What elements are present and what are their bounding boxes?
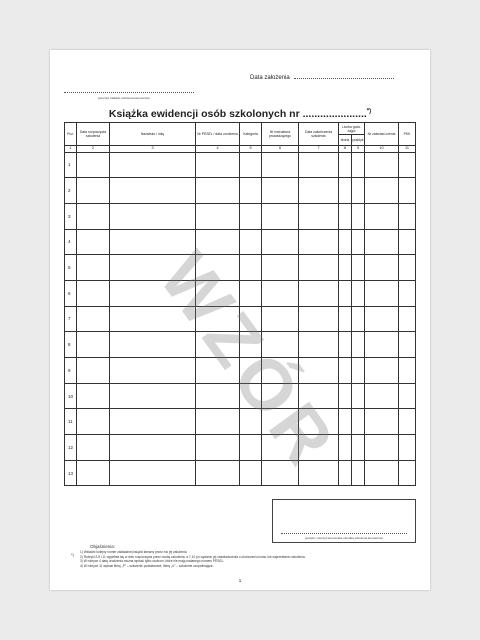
table-cell xyxy=(399,178,416,204)
table-cell xyxy=(352,152,365,178)
table-cell xyxy=(262,332,299,358)
table-cell xyxy=(110,306,196,332)
table-cell xyxy=(365,306,399,332)
table-cell xyxy=(339,358,352,384)
title-text: Książka ewidencji osób szkolonych nr xyxy=(108,108,300,120)
table-row xyxy=(65,203,416,229)
row-number: 12 xyxy=(65,435,77,461)
table-row xyxy=(65,383,416,409)
signature-dotted-line xyxy=(281,533,407,534)
table-cell xyxy=(262,435,299,461)
table-cell xyxy=(365,435,399,461)
table-cell xyxy=(240,332,262,358)
table-cell xyxy=(299,255,339,281)
table-cell xyxy=(77,409,110,435)
table-cell xyxy=(352,255,365,281)
explanations xyxy=(71,544,420,568)
table-cell xyxy=(196,306,240,332)
column-number: 5 xyxy=(240,146,262,153)
table-cell xyxy=(365,255,399,281)
table-cell xyxy=(399,409,416,435)
table-cell xyxy=(262,255,299,281)
col-header-end-date: Data zakończenia szkolenia xyxy=(299,123,339,146)
table-cell xyxy=(196,229,240,255)
explanation-item: 4) W rubryce 11 wpisać literę „P” – szkolenie podstawowe, literę „U” – szkolenie uzupełniające. xyxy=(80,563,214,568)
table-cell xyxy=(262,460,299,486)
stamp-caption: (pieczęć zakładu szkolenia kierowców) xyxy=(98,96,150,100)
table-cell xyxy=(240,435,262,461)
table-cell xyxy=(240,383,262,409)
table-cell xyxy=(299,409,339,435)
row-number: 4 xyxy=(65,229,77,255)
table-cell xyxy=(77,280,110,306)
column-number: 9 xyxy=(352,146,365,153)
row-number: 10 xyxy=(65,383,77,409)
table-cell xyxy=(240,409,262,435)
table-cell xyxy=(339,332,352,358)
explanation-item: 2) Rubryki 2-6 i 11 wypełnia się w dniu rozpoczęcia przez osobę szkolenia, a 7-10 po wydaniu jej zaświadczenia o ukończeniu kursu lub zaprzestaniu szkolenia. xyxy=(80,554,306,559)
table-cell xyxy=(77,383,110,409)
founding-date-label: Data założenia xyxy=(250,75,290,81)
table-cell xyxy=(365,409,399,435)
table-cell xyxy=(196,178,240,204)
table-cell xyxy=(352,332,365,358)
column-number: 11 xyxy=(399,146,416,153)
row-number: 2 xyxy=(65,178,77,204)
row-number: 13 xyxy=(65,460,77,486)
table-cell xyxy=(110,358,196,384)
table-cell xyxy=(352,229,365,255)
table-cell xyxy=(77,178,110,204)
table-cell xyxy=(339,460,352,486)
table-row xyxy=(65,306,416,332)
explanations-heading: Objaśnienia: xyxy=(90,544,116,549)
document-title xyxy=(50,108,430,120)
table-cell xyxy=(240,460,262,486)
table-cell xyxy=(110,280,196,306)
table-cell xyxy=(352,203,365,229)
table-cell xyxy=(77,229,110,255)
col-header-certificate: Nr zaświad-czenia xyxy=(365,123,399,146)
column-number: 8 xyxy=(339,146,352,153)
table-cell xyxy=(77,358,110,384)
form-page xyxy=(50,50,430,590)
column-number: 6 xyxy=(262,146,299,153)
explanations-star: *) xyxy=(71,552,74,557)
table-cell xyxy=(110,409,196,435)
table-cell xyxy=(299,178,339,204)
table-cell xyxy=(196,203,240,229)
col-header-hours-practice: praktyk xyxy=(352,135,365,146)
explanation-item: 1) Wstawić kolejny numer zakładanej książki łamany przez rok jej założenia. xyxy=(80,550,188,555)
table-cell xyxy=(262,152,299,178)
table-cell xyxy=(110,178,196,204)
table-cell xyxy=(240,178,262,204)
row-number: 8 xyxy=(65,332,77,358)
table-cell xyxy=(365,332,399,358)
table-cell xyxy=(262,203,299,229)
table-cell xyxy=(299,383,339,409)
col-header-pkk: PKK xyxy=(399,123,416,146)
stamp-dotted-line xyxy=(64,92,194,93)
col-header-hours-theory: teoria xyxy=(339,135,352,146)
table-cell xyxy=(352,306,365,332)
table-cell xyxy=(399,383,416,409)
table-cell xyxy=(77,203,110,229)
column-number: 10 xyxy=(365,146,399,153)
table-cell xyxy=(110,332,196,358)
explanation-item: 3) W rubryce 4 datę urodzenia można wpisać tylko osobom, które nie mają nadanego numeru PESEL. xyxy=(80,559,225,564)
table-cell xyxy=(339,178,352,204)
table-cell xyxy=(262,280,299,306)
signature-box xyxy=(272,499,416,543)
table-cell xyxy=(110,435,196,461)
table-cell xyxy=(339,152,352,178)
column-number: 1 xyxy=(65,146,77,153)
table-cell xyxy=(399,332,416,358)
table-cell xyxy=(339,203,352,229)
table-cell xyxy=(399,229,416,255)
table-row xyxy=(65,358,416,384)
table-cell xyxy=(77,435,110,461)
table-cell xyxy=(352,280,365,306)
row-number: 9 xyxy=(65,358,77,384)
table-cell xyxy=(262,358,299,384)
table-cell xyxy=(352,460,365,486)
table-cell xyxy=(196,460,240,486)
table-cell xyxy=(77,152,110,178)
table-cell xyxy=(262,409,299,435)
table-cell xyxy=(240,280,262,306)
table-cell xyxy=(365,460,399,486)
table-cell xyxy=(299,203,339,229)
table-cell xyxy=(196,332,240,358)
table-row xyxy=(65,229,416,255)
table-cell xyxy=(110,152,196,178)
table-cell xyxy=(339,280,352,306)
table-cell xyxy=(196,383,240,409)
table-cell xyxy=(299,358,339,384)
table-cell xyxy=(196,409,240,435)
table-cell xyxy=(352,383,365,409)
table-cell xyxy=(262,383,299,409)
table-cell xyxy=(299,332,339,358)
table-cell xyxy=(339,383,352,409)
col-header-instructor: Nr instruktora prowadzącego xyxy=(262,123,299,146)
register-table xyxy=(64,122,416,486)
table-cell xyxy=(365,203,399,229)
col-header-start-date: Data rozpoczęcia szkolenia xyxy=(77,123,110,146)
founding-date-field xyxy=(250,75,394,81)
table-cell xyxy=(196,255,240,281)
table-cell xyxy=(399,306,416,332)
table-cell xyxy=(196,280,240,306)
table-cell xyxy=(262,306,299,332)
table-cell xyxy=(77,460,110,486)
col-header-hours-group: Liczba godz. zajęć xyxy=(339,123,365,135)
column-number: 2 xyxy=(77,146,110,153)
watermark: WZÓR xyxy=(143,238,353,484)
row-number: 3 xyxy=(65,203,77,229)
table-cell xyxy=(365,229,399,255)
table-cell xyxy=(352,178,365,204)
title-number-dots: ...................... xyxy=(302,108,367,120)
table-row xyxy=(65,435,416,461)
table-cell xyxy=(110,255,196,281)
table-row xyxy=(65,255,416,281)
table-row xyxy=(65,409,416,435)
table-cell xyxy=(77,306,110,332)
table-cell xyxy=(240,152,262,178)
column-number: 3 xyxy=(110,146,196,153)
table-cell xyxy=(399,358,416,384)
table-cell xyxy=(399,255,416,281)
founding-date-dotted-line xyxy=(294,78,394,79)
table-row xyxy=(65,178,416,204)
row-number: 6 xyxy=(65,280,77,306)
table-cell xyxy=(240,255,262,281)
table-cell xyxy=(262,178,299,204)
table-cell xyxy=(299,152,339,178)
table-cell xyxy=(399,203,416,229)
column-number: 4 xyxy=(196,146,240,153)
table-cell xyxy=(196,435,240,461)
table-cell xyxy=(339,229,352,255)
table-cell xyxy=(365,152,399,178)
row-number: 11 xyxy=(65,409,77,435)
table-cell xyxy=(399,435,416,461)
table-cell xyxy=(110,203,196,229)
table-cell xyxy=(299,435,339,461)
table-cell xyxy=(299,229,339,255)
row-number: 7 xyxy=(65,306,77,332)
table-cell xyxy=(352,435,365,461)
table-cell xyxy=(339,255,352,281)
col-header-pesel: Nr PESEL / data urodzenia xyxy=(196,123,240,146)
table-cell xyxy=(339,306,352,332)
col-header-lp: Poz. xyxy=(65,123,77,146)
table-cell xyxy=(339,435,352,461)
table-row xyxy=(65,332,416,358)
table-row xyxy=(65,460,416,486)
table-cell xyxy=(399,152,416,178)
table-cell xyxy=(240,306,262,332)
table-cell xyxy=(110,383,196,409)
table-cell xyxy=(196,152,240,178)
table-cell xyxy=(299,280,339,306)
table-cell xyxy=(196,358,240,384)
table-cell xyxy=(365,280,399,306)
table-cell xyxy=(77,332,110,358)
table-cell xyxy=(77,255,110,281)
table-cell xyxy=(110,229,196,255)
table-cell xyxy=(352,409,365,435)
table-cell xyxy=(110,460,196,486)
table-cell xyxy=(365,178,399,204)
title-footnote-mark: *) xyxy=(366,108,372,115)
register-rows xyxy=(65,152,416,486)
column-number: 7 xyxy=(299,146,339,153)
table-cell xyxy=(299,306,339,332)
table-row xyxy=(65,280,416,306)
table-cell xyxy=(299,460,339,486)
signature-caption: (podpis i pieczęć kierownika ośrodka szkolenia kierowców) xyxy=(304,536,384,540)
row-number: 1 xyxy=(65,152,77,178)
table-cell xyxy=(365,358,399,384)
table-cell xyxy=(240,358,262,384)
col-header-name: Nazwisko i imię xyxy=(110,123,196,146)
row-number: 5 xyxy=(65,255,77,281)
table-row xyxy=(65,152,416,178)
table-cell xyxy=(240,203,262,229)
table-cell xyxy=(240,229,262,255)
table-cell xyxy=(399,280,416,306)
table-cell xyxy=(339,409,352,435)
table-cell xyxy=(399,460,416,486)
table-cell xyxy=(365,383,399,409)
table-cell xyxy=(262,229,299,255)
col-header-category: Kategoria xyxy=(240,123,262,146)
page-number: 1 xyxy=(238,578,242,583)
table-cell xyxy=(352,358,365,384)
